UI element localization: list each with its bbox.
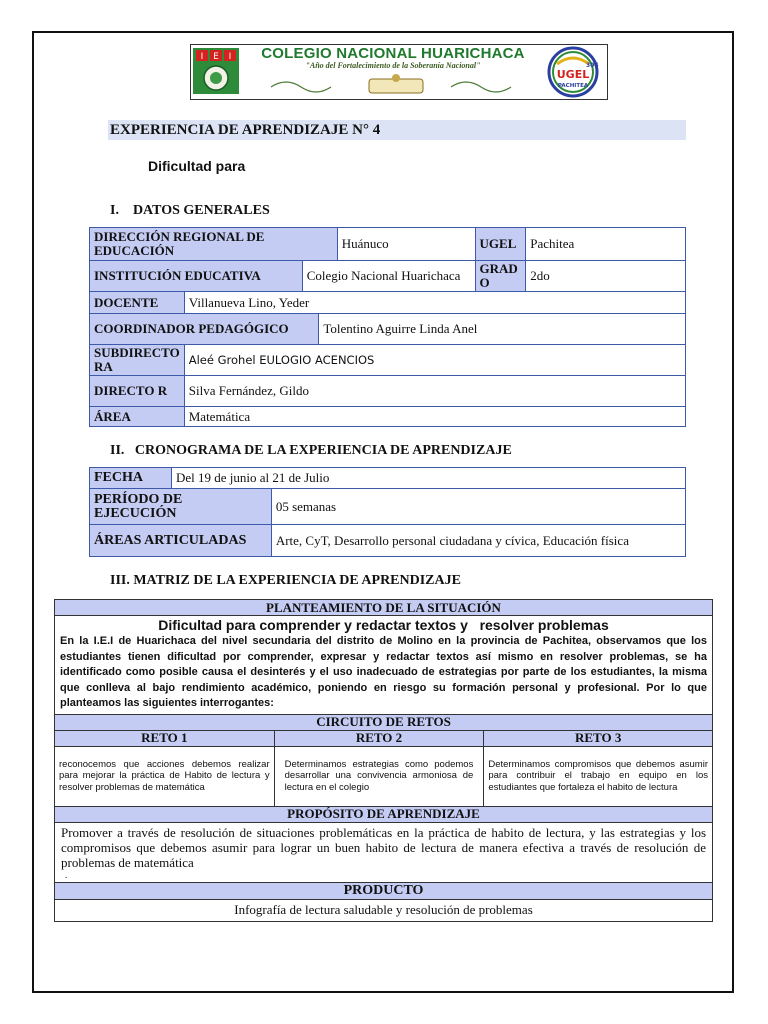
producto-header: PRODUCTO	[55, 882, 713, 899]
ugel-acronym: UGEL	[556, 68, 590, 81]
fecha-label: FECHA	[90, 468, 172, 489]
svg-text:I: I	[200, 52, 204, 62]
dre-value: Huánuco	[337, 228, 475, 261]
schedule-table	[89, 467, 686, 557]
ornament-icon	[251, 73, 541, 97]
producto-text: Infografía de lectura saludable y resolución de problemas	[55, 899, 713, 921]
reto2-text: Determinamos estrategias como podemos desarrollar una convivencia armoniosa de lectura en el colegio	[274, 746, 484, 806]
situacion-header: PLANTEAMIENTO DE LA SITUACIÓN	[55, 600, 713, 616]
ugel-province: PACHITEA	[557, 83, 589, 89]
reto3-header: RETO 3	[484, 730, 713, 746]
proposito-text: Promover a través de resolución de situaciones problemáticas en la práctica de habito de lectura, y las estrategias y los compromisos que debemos asumir para lograr un buen habito de lectura de manera efectiva a través de resolución de problemas de matemática	[61, 824, 706, 870]
section-heading-cronograma: II. CRONOGRAMA DE LA EXPERIENCIA DE APRENDIZAJE	[110, 443, 512, 458]
school-name: COLEGIO NACIONAL HUARICHACA	[261, 45, 525, 62]
svg-text:I: I	[228, 52, 232, 62]
grado-value: 2do	[526, 261, 686, 292]
director-value: Silva Fernández, Gildo	[184, 376, 685, 407]
areas-value: Arte, CyT, Desarrollo personal ciudadana y cívica, Educación física	[271, 525, 685, 557]
dre-label: DIRECCIÓN REGIONAL DE EDUCACIÓN	[90, 228, 338, 261]
circuito-header: CIRCUITO DE RETOS	[55, 714, 713, 730]
matrix-table	[54, 599, 713, 922]
areas-label: ÁREAS ARTICULADAS	[90, 525, 272, 557]
svg-text:E: E	[213, 52, 219, 62]
docente-label: DOCENTE	[90, 292, 185, 314]
situacion-title: Dificultad para comprender y redactar textos y resolver problemas	[158, 617, 609, 633]
director-label: DIRECTO R	[90, 376, 185, 407]
ie-value: Colegio Nacional Huarichaca	[302, 261, 475, 292]
page-subtitle: Dificultad para	[148, 158, 246, 174]
subdirector-label: SUBDIRECTO RA	[90, 345, 185, 376]
subdirector-value: Aleé Grohel EULOGIO ACENCIOS	[184, 345, 685, 376]
proposito-header: PROPÓSITO DE APRENDIZAJE	[55, 806, 713, 822]
ugel-label: UGEL	[475, 228, 526, 261]
situacion-text: En la I.E.I de Huarichaca del nivel secundaria del distrito de Molino en la provincia de Pachitea, observamos que los estudiantes tienen dificultad por comprender, expresar y redactar textos así mismo en resolver problemas, se ha identificado como posible causa el desinterés y el uso inadecuado de estrategias por parte de los estudiantes, la misma que conlleva al bajo rendimiento académico, poniendo en riesgo su formación personal y profesional. Por lo que planteamos las siguientes interrogantes:	[60, 635, 707, 709]
proposito-dot: .	[65, 869, 68, 880]
coordinador-value: Tolentino Aguirre Linda Anel	[319, 314, 686, 345]
page-title: EXPERIENCIA DE APRENDIZAJE N° 4	[108, 120, 686, 140]
docente-value: Villanueva Lino, Yeder	[184, 292, 685, 314]
school-header-banner	[190, 44, 608, 100]
reto1-text: reconocemos que acciones debemos realizar para mejorar la práctica de Habito de lectura y resolver problemas de matemática	[55, 746, 275, 806]
reto3-text: Determinamos compromisos que debemos asumir para contribuir el trabajo en equipo en los estudiantes que fortaleza el habito de lectura	[484, 746, 713, 806]
fecha-value: Del 19 de junio al 21 de Julio	[171, 468, 685, 489]
school-motto: "Año del Fortalecimiento de la Soberanía Nacional"	[305, 61, 481, 70]
ugel-value: Pachitea	[526, 228, 686, 261]
ugel-number: 304	[586, 62, 599, 69]
section-heading-datos: I. DATOS GENERALES	[110, 203, 270, 218]
reto2-header: RETO 2	[274, 730, 484, 746]
reto1-header: RETO 1	[55, 730, 275, 746]
school-crest-icon	[193, 48, 239, 94]
area-label: ÁREA	[90, 407, 185, 427]
periodo-value: 05 semanas	[271, 489, 685, 525]
coordinador-label: COORDINADOR PEDAGÓGICO	[90, 314, 319, 345]
proposito-cell	[55, 822, 713, 882]
ugel-logo-icon	[543, 46, 603, 98]
general-data-table	[89, 227, 686, 427]
section-heading-matriz: III. MATRIZ DE LA EXPERIENCIA DE APRENDIZAJE	[110, 573, 461, 588]
area-value: Matemática	[184, 407, 685, 427]
periodo-label: PERÍODO DE EJECUCIÓN	[90, 489, 272, 525]
ie-label: INSTITUCIÓN EDUCATIVA	[90, 261, 303, 292]
grado-label: GRAD O	[475, 261, 526, 292]
situacion-cell	[55, 616, 713, 715]
